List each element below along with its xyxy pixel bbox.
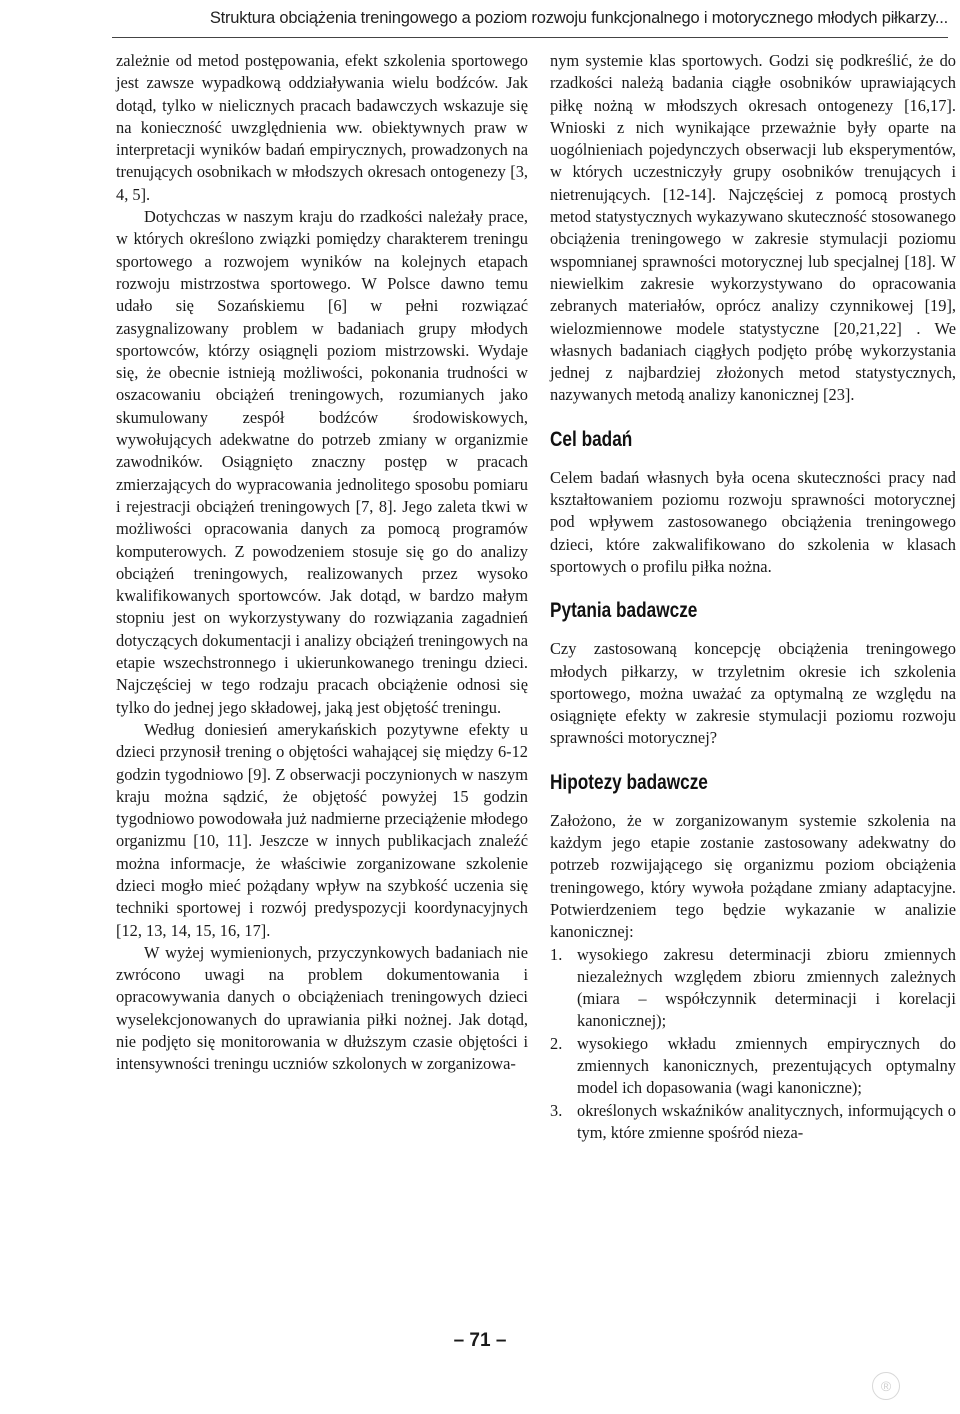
list-item (550, 1033, 956, 1100)
list-item-text: określonych wskaźników analitycznych, informujących o tym, które zmienne spośród nieza- (577, 1100, 956, 1142)
hypotheses-list (550, 944, 956, 1145)
list-item-text: wysokiego zakresu determinacji zbioru zmiennych niezależnych względem zbioru zmiennych zależnych (miara – współczynnik determinacji i korelacji kanonicznej); (577, 944, 956, 1031)
paragraph: Według doniesień amerykańskich pozytywne efekty u dzieci przynosił trening o objętości wahającej się między 6-12 godzin tygodniowo [9]. Z obserwacji poczynionych w naszym kraju można sądzić, że objętość powyżej 15 godzin tygodniowo powodowała już nadmierne przeciążenie młodego organizmu [10, 11]. Jeszcze w innych publikacjach znaleźć można informacje, że właściwie zorganizowane szkolenie dzieci mogło mieć pożądany wpływ na szybkość uczenia się techniki sportowej i rozwój predyspozycji koordynacyjnych [12, 13, 14, 15, 16, 17]. (116, 719, 528, 940)
section-heading-cel-badan: Cel badań (550, 427, 633, 451)
paragraph: Dotychczas w naszym kraju do rzadkości należały prace, w których określono związki pomiędzy charakterem treningu sportowego a rozwojem wyników na kolejnych etapach rozwoju mistrzostwa sportowego. W Polsce dawno temu udało się Sozańskiemu [6] w pełni rozwiązać zasygnalizowany problem w badaniach grupy młodych sportowców, którzy osiągnęli poziom mistrzowski. Wydaje się, że obecnie istnieją możliwości, pokonania trudności w oszacowaniu obciążeń treningowych, rozumianych jako skumulowany zespół bodźców środowiskowych, wywołujących adekwatne do potrzeb zmiany w organizmie zawodników. Osiągnięto znaczny postęp w pracach zmierzających do wypracowania jednolitego sposobu pomiaru i rejestracji obciążeń treningowych [7, 8]. Jego zaleta tkwi w możliwości opracowania danych za pomocą programów komputerowych. Z powodzeniem stosuje się go do analizy obciążeń treningowych, realizowanych przez wysoko kwalifikowanych sportowców. Jak dotąd, w bardzo małym stopniu jest on wykorzystywany do rozwiązania zagadnień dotyczących dokumentacji i analizy obciążeń treningowych na etapie wszechstronnego i ukierunkowanego treningu dzieci. Najczęściej w tego rodzaju pracach obciążenie odnosi się tylko do jednej jego składowej, jaką jest objętość treningu. (116, 207, 528, 717)
paragraph: Czy zastosowaną koncepcję obciążenia treningowego młodych piłkarzy, w trzyletnim okresie ich szkolenia sportowego, można uważać za optymalną ze względu na osiągnięte efekty w zakresie stymulacji poziomu rozwoju sprawności motorycznej? (550, 639, 956, 748)
watermark-icon: ® (872, 1372, 900, 1400)
paragraph: Celem badań własnych była ocena skuteczności pracy nad kształtowaniem poziomu rozwoju sprawności motorycznej pod wpływem zastosowanego obciążenia treningowego dzieci, które zakwalifikowano do szkolenia w klasach sportowych o profilu piłka nożna. (550, 467, 956, 576)
right-column (550, 50, 956, 1144)
list-item (550, 944, 956, 1033)
paragraph: Założono, że w zorganizowanym systemie szkolenia na każdym jego etapie zostanie zastosowany adekwatny do potrzeb rozwijającego się organizmu poziom obciążenia treningowego, który wywoła pożądane zmiany adaptacyjne. Potwierdzeniem tego będzie wykazanie w analizie kanonicznej: (550, 810, 956, 942)
list-item-text: wysokiego wkładu zmiennych empirycznych do zmiennych kanonicznych, prezentujących optymalny model ich dopasowania (wagi kanoniczne); (577, 1033, 956, 1098)
header-rule (112, 37, 948, 38)
list-item (550, 1100, 956, 1145)
paragraph: nym systemie klas sportowych. Godzi się podkreślić, że do rzadkości należą badania ciągłe osobników uprawiających piłkę nożną w młodszych okresach ontogenezy [16,17]. Wnioski z nich wynikające przeważnie były oparte na uogólnieniach pojedynczych obserwacji lub eksperymentów, w których uczestniczyły grupy osobników trenujących i nietrenujących. [12-14]. Najczęściej z pomocą prostych metod statystycznych wykazywano skuteczność stosowanego obciążenia treningowego w zakresie stymulacji poziomu wspomnianej sprawności motorycznej lub specjalnej [18]. W niewielkim zakresie wykorzystywano do opracowania zebranych materiałów, oprócz analizy czynnikowej [19], wielozmiennowe modele statystyczne [20,21,22] . We własnych badaniach ciągłych podjęto próbę wykorzystania jednej z najbardziej złożonych metod statystycznych, nazywanych metodą analizy kanonicznej [23]. (550, 51, 956, 405)
list-item-number: 2. (550, 1033, 563, 1053)
page-number: – 71 – (453, 1330, 507, 1351)
running-title: Struktura obciążenia treningowego a poziom rozwoju funkcjonalnego i motorycznego młodych piłkarzy... (209, 8, 948, 27)
paragraph: W wyżej wymienionych, przyczynkowych badaniach nie zwrócono uwagi na problem dokumentowania i opracowywania danych o obciążeniach treningowych dzieci wyselekcjonowanych do uprawiania piłki nożnej. Jak dotąd, nie podjęto się monitorowania w dłuższym czasie objętości i intensywności treningu uczniów szkolonych w zorganizowa- (116, 942, 528, 1074)
section-heading-pytania-badawcze: Pytania badawcze (550, 599, 698, 623)
list-item-number: 3. (550, 1100, 563, 1120)
section-heading-hipotezy-badawcze: Hipotezy badawcze (550, 770, 708, 794)
running-header (112, 0, 948, 36)
list-item-number: 1. (550, 944, 563, 964)
left-column (116, 50, 528, 1076)
paragraph: zależnie od metod postępowania, efekt szkolenia sportowego jest zawsze wypadkową oddziaływania wielu bodźców. Jak dotąd, tylko w nielicznych pracach badawczych wskazuje się na konieczność uwzględnienia ww. obiektywnych praw w interpretacji wyników badań empirycznych, prowadzonych na trenujących osobnikach w młodszych okresach ontogenezy [3, 4, 5]. (116, 51, 528, 204)
